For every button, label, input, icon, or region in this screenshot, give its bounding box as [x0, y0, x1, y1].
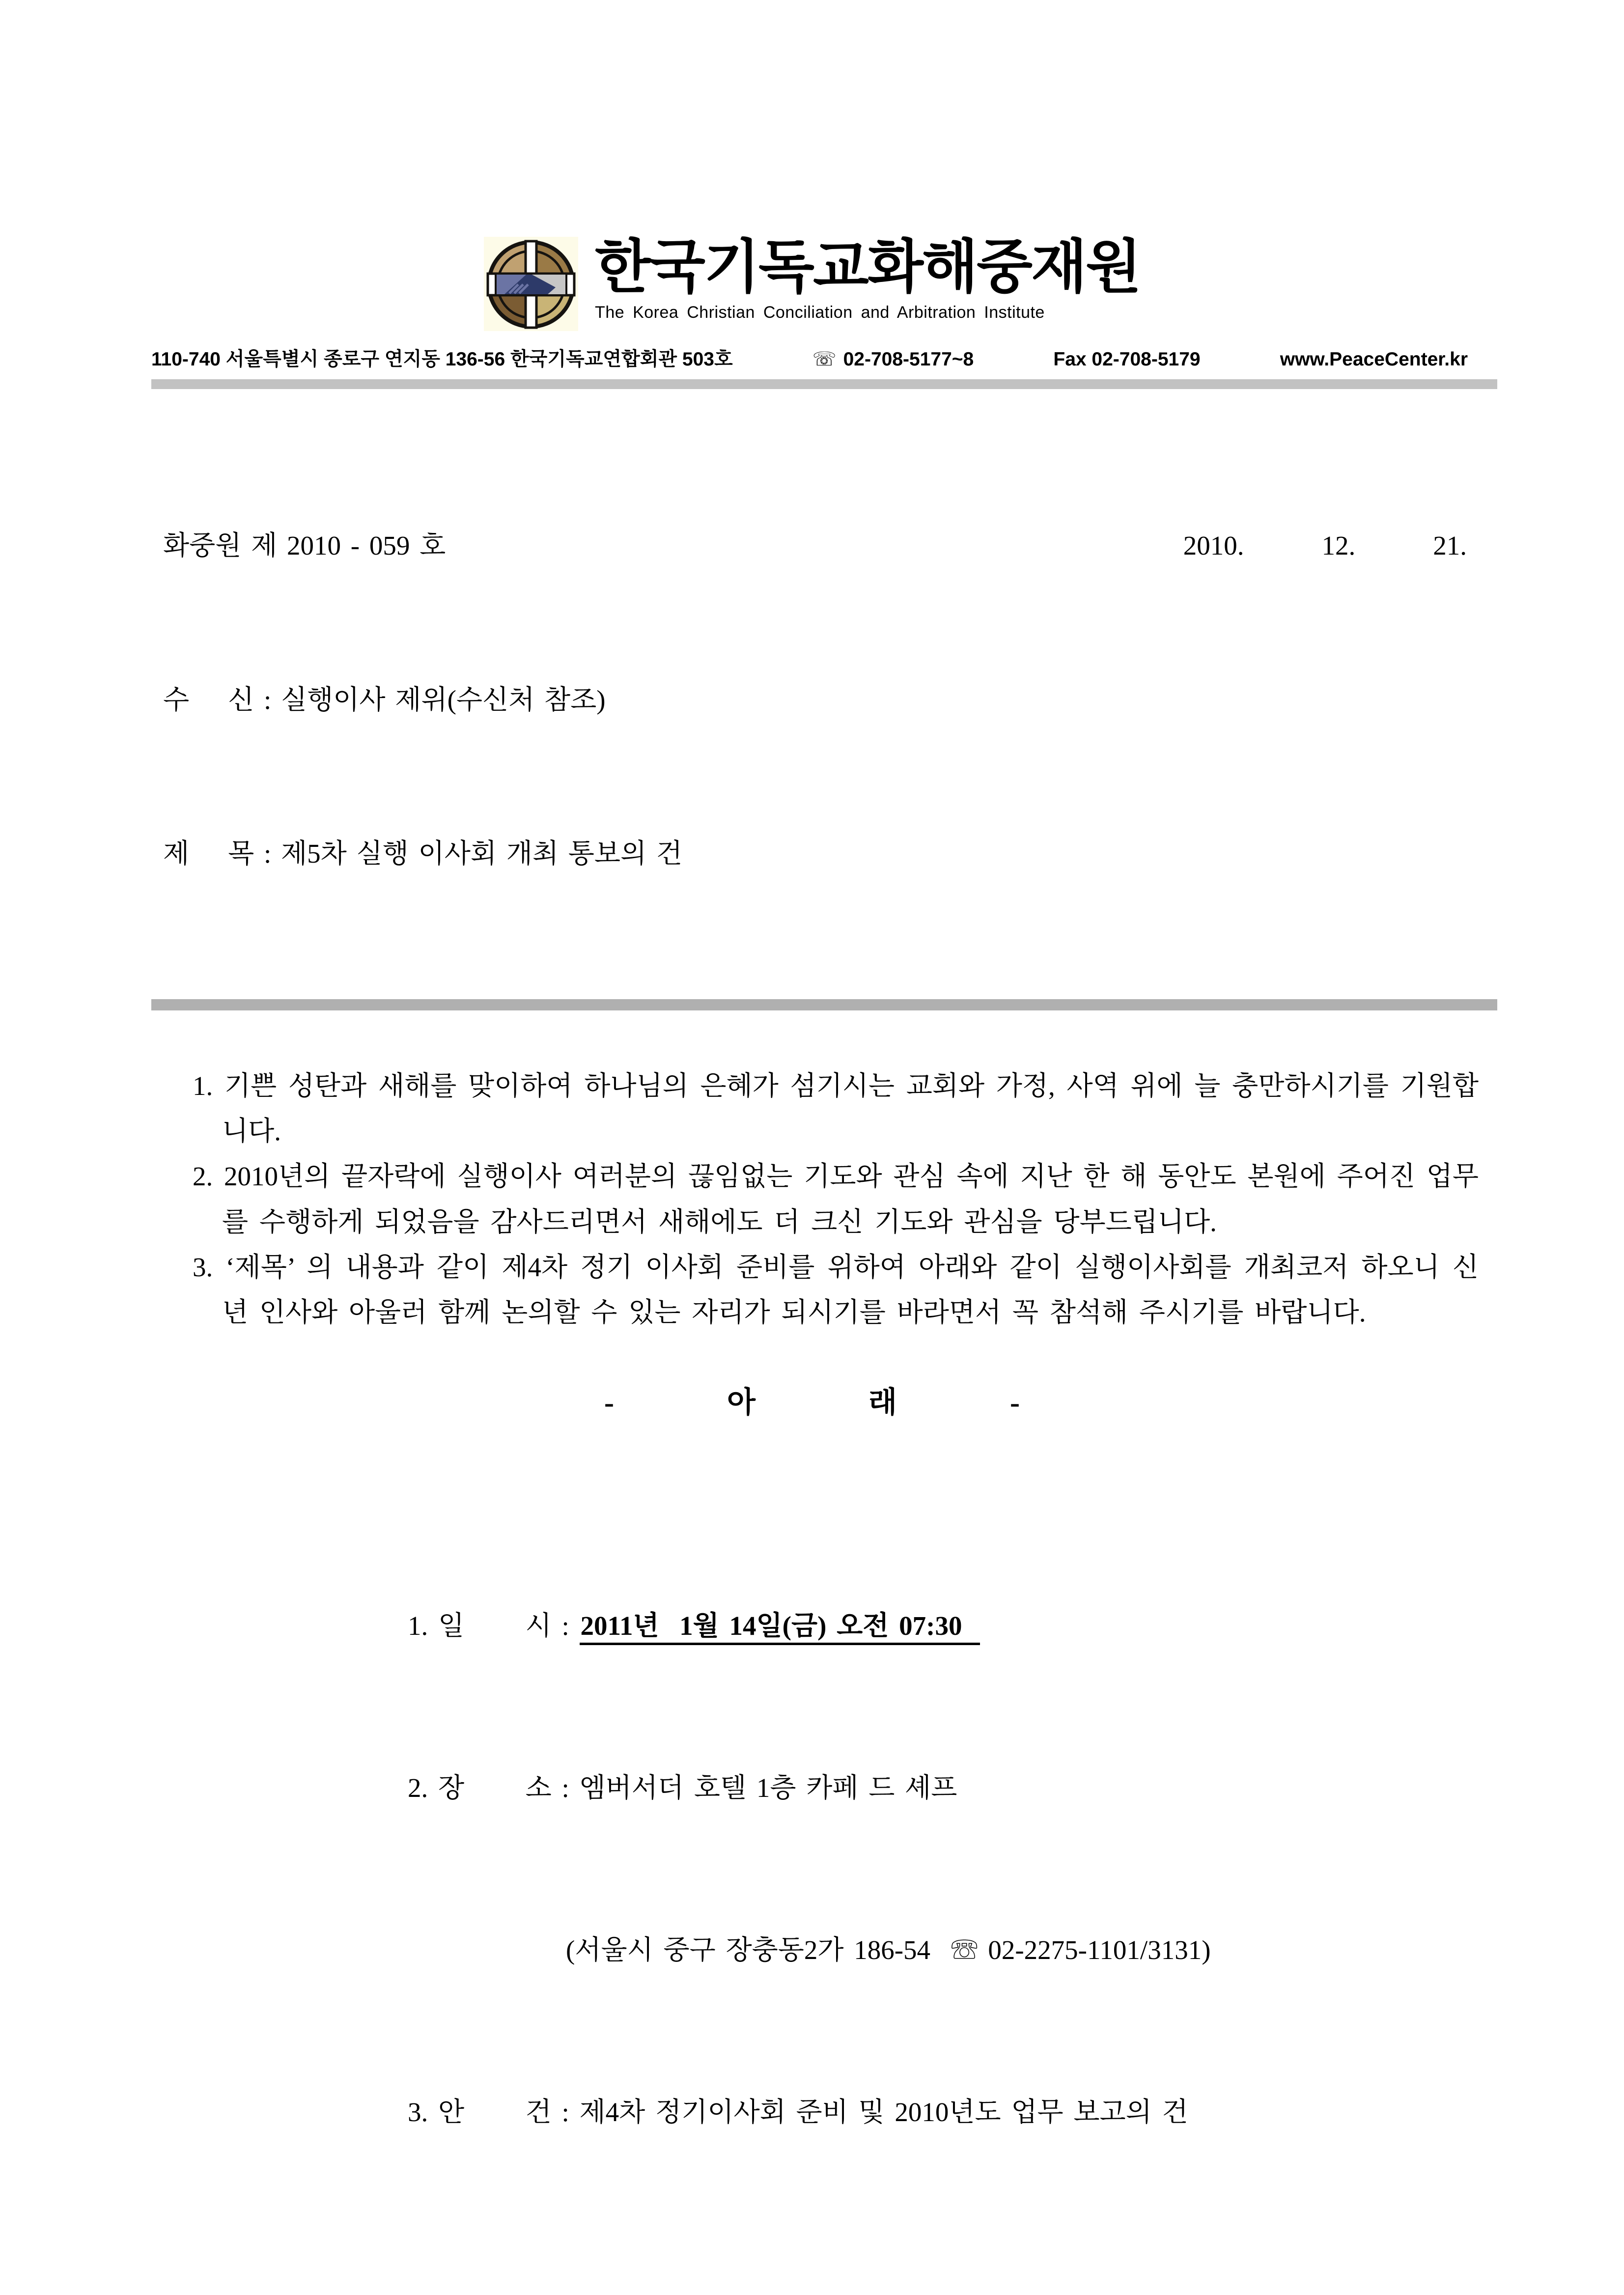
org-website: www.PeaceCenter.kr: [1280, 349, 1468, 370]
venue-address-text: (서울시 중구 장충동2가 186-54: [566, 1934, 951, 1965]
recipient-line: 수 신 : 실행이사 제위(수신처 참조): [163, 684, 606, 715]
detail-agenda-label: 3. 안 건 :: [408, 2097, 580, 2127]
detail-datetime-value: 2011년 1월 14일(금) 오전 07:30: [580, 1611, 980, 1645]
org-address: 110-740 서울특별시 종로구 연지동 136-56 한국기독교연합회관 503호: [151, 349, 733, 370]
subject-line: 제 목 : 제5차 실행 이사회 개최 통보의 건: [163, 839, 682, 868]
detail-datetime: [408, 1599, 1526, 1653]
meeting-details: [408, 1491, 1526, 2247]
telephone-icon: ☏: [951, 1934, 978, 1965]
fax-number: 02-708-5179: [1092, 349, 1201, 370]
body-paragraph-1: 1. 기쁜 성탄과 새해를 맞이하여 하나님의 은혜가 섬기시는 교회와 가정, 사역 위에 늘 충만하시기를 기원합니다.: [193, 1070, 1479, 1146]
detail-venue: [408, 1761, 1526, 1815]
header-divider-bar: [151, 379, 1497, 389]
document-meta: [163, 418, 1467, 982]
org-fax: [1053, 349, 1200, 370]
body-paragraph-2: 2. 2010년의 끝자락에 실행이사 여러분의 끊임없는 기도와 관심 속에 지난 한 해 동안도 본원에 주어진 업무를 수행하게 되었음을 감사드리면서 새해에도 더 크신 기도와 관심을 당부드립니다.: [193, 1161, 1479, 1237]
letterhead-address-row: [151, 344, 1468, 371]
org-name-english: The Korea Christian Conciliation and Arbitration Institute: [595, 303, 1045, 322]
org-phone: [812, 348, 974, 370]
org-name-korean: 한국기독교화해중재원: [595, 235, 1140, 300]
detail-agenda: [408, 2085, 1526, 2139]
venue-phone-number: 02-2275-1101/3131): [978, 1934, 1211, 1965]
fax-label: Fax: [1053, 349, 1087, 370]
detail-agenda-value: 제4차 정기이사회 준비 및 2010년도 업무 보고의 건: [579, 2097, 1188, 2127]
meta-divider-bar: [151, 999, 1497, 1010]
body-paragraph-3: 3. ‘제목’ 의 내용과 같이 제4차 정기 이사회 준비를 위하여 아래와 같이 실행이사회를 개최코저 하오니 신년 인사와 아울러 함께 논의할 수 있는 자리가 되시기를 바라면서 꼭 참석해 주시기를 바랍니다.: [193, 1252, 1479, 1328]
detail-datetime-label: 1. 일 시 :: [408, 1610, 580, 1641]
below-divider-heading: - 아 래 -: [604, 1386, 1020, 1419]
org-logo: [484, 237, 578, 331]
org-phone-number: 02-708-5177~8: [843, 349, 974, 370]
letter-body: [193, 1064, 1479, 1336]
detail-venue-value: 엠버서더 호텔 1층 카페 드 셰프: [579, 1772, 957, 1803]
detail-venue-label: 2. 장 소 :: [408, 1772, 580, 1803]
document-number: 화중원 제 2010 - 059 호: [163, 531, 446, 560]
letterhead: [0, 0, 1624, 331]
document-date: 2010. 12. 21.: [1183, 531, 1467, 560]
telephone-icon: ☏: [812, 349, 837, 370]
detail-venue-address: [408, 1923, 1526, 1977]
org-name-block: [595, 237, 1140, 322]
